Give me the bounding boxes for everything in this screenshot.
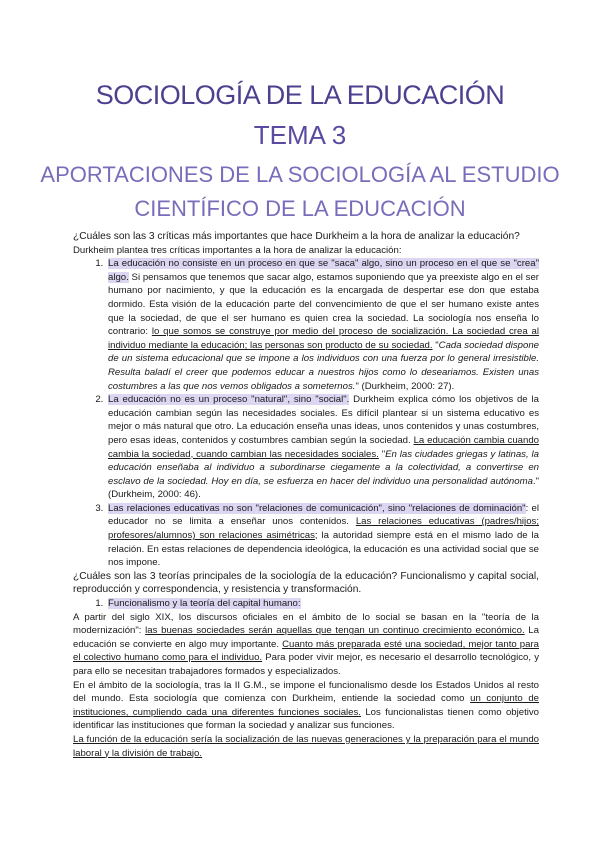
citation: " (Durkheim, 2000: 27). [355,380,455,392]
list-item [106,257,539,393]
text: La educación se convierte en algo muy importante. [73,625,539,650]
underline: lo que somos se construye por medio del proceso de socialización. La sociedad crea al individuo mediante la educación; las personas son producto de su sociedad. [108,326,539,351]
underline: Las relaciones educativas (padres/hijos; profesores/alumnos) son relaciones asimétricas [108,516,539,542]
underline: las buenas sociedades serán aquellas que tengan un continuo crecimiento económico. [145,625,525,637]
text: Los funcionalistas tienen como objetivo identificar las instituciones que forman la sociedad y analizar sus funciones. [73,706,540,732]
question-1-intro: Durkheim plantea tres críticas importantes a la hora de analizar la educación: [73,244,402,256]
list-item [106,502,539,570]
text: En el ámbito de la sociología, tras la II G.M., se impone el funcionalismo desde los Estados Unidos al resto del mundo. Esta sociología que comienza con Durkheim, entiende la sociedad como [73,679,539,705]
list-item [106,393,539,502]
citation: ." (Durkheim, 2000: 46). [108,475,539,501]
text: A partir del siglo XIX, los discursos oficiales en el ámbito de lo social se basan en la "teoría de la modernización": [73,611,539,637]
highlight: La educación no consiste en un proceso en que se "saca" algo, sino un proceso en el que se "crea" algo. [108,258,539,283]
subheading: Funcionalismo y la teoría del capital humano: [108,598,301,610]
text: " [378,448,386,460]
text: Si pensamos que tenemos que sacar algo, estamos suponiendo que ya preexiste algo en el ser humano por nacimiento, y que la educación es la encargada de despertar ese don que estaba dormido. Esta visión de la educación parte del convencimiento de que el ser humano existe antes que la sociedad, de que el ser humano es quien crea la sociedad. La sociología nos enseña lo contrario: [108,271,539,338]
underline: La educación cambia cuando cambia la sociedad, cuando cambian las necesidades sociales. [108,434,540,460]
underline: Cuanto más preparada esté una sociedad, mejor tanto para el colectivo humano como para el individuo. [73,638,539,664]
section-heading: APORTACIONES DE LA SOCIOLOGÍA AL ESTUDIO CIENTÍFICO DE LA EDUCACIÓN [40,162,560,221]
paragraph [73,679,539,733]
list-item [106,597,539,611]
paragraph: La función de la educación sería la socialización de las nuevas generaciones y la preparación para el mundo laboral y la división de trabajo. [73,733,539,759]
document-body [73,230,539,760]
highlight: Las relaciones educativas no son "relaciones de comunicación", sino "relaciones de dominación" [108,502,526,514]
paragraph [73,611,539,679]
highlight: La educación no es un proceso "natural", sino "social". [108,394,350,406]
document-title: SOCIOLOGÍA DE LA EDUCACIÓN [95,80,505,110]
text: ; la autoridad siempre está en el mismo lado de la relación. En estas relaciones de dependencia ideológica, la educación es una actividad social que se nos impone. [108,530,540,569]
text: : el educador no se limita a enseñar unos contenidos. [108,502,539,528]
question-2: ¿Cuáles son las 3 teorías principales de la sociología de la educación? Funcionalismo y capital social, reproducción y correspondencia, y resistencia y transformación. [73,570,539,596]
document-subtitle: TEMA 3 [253,120,347,150]
quote: En las ciudades griegas y latinas, la educación enseñaba al individuo a subordinarse ciegamente a la colectividad, a convertirse en esclavo de la sociedad. Hoy en día, se esfuerza en hacer del individuo una personalidad autónoma [108,448,539,487]
theories-list [73,597,539,611]
text: Para poder vivir mejor, es necesario el desarrollo tecnológico, y para ello se necesitan trabajadores formados y especializados. [73,652,539,677]
underline: un conjunto de instituciones, cumpliendo cada una diferentes funciones sociales. [73,693,539,718]
quote: Cada sociedad dispone de un sistema educacional que se impone a los individuos con una fuerza por lo general irresistible. Resulta baladí el creer que podemos educar a nuestros hijos como lo deseariamos. Existen unas costumbres a las que nos vemos obligados a someternos. [108,339,539,392]
question-1: ¿Cuáles son las 3 críticas más importantes que hace Durkheim a la hora de analizar la educación? [73,231,520,242]
critiques-list [73,257,539,570]
text: " [432,339,439,351]
text: Durkheim explica cómo los objetivos de la educación cambian según las necesidades sociales. Es difícil plantear si un sistema educativo es mejor o más natural que otro. La educación enseña unas ideas, unos contenidos y unas costumbres, pero esas ideas, contenidos y costumbres cambian según la sociedad. [108,394,539,446]
